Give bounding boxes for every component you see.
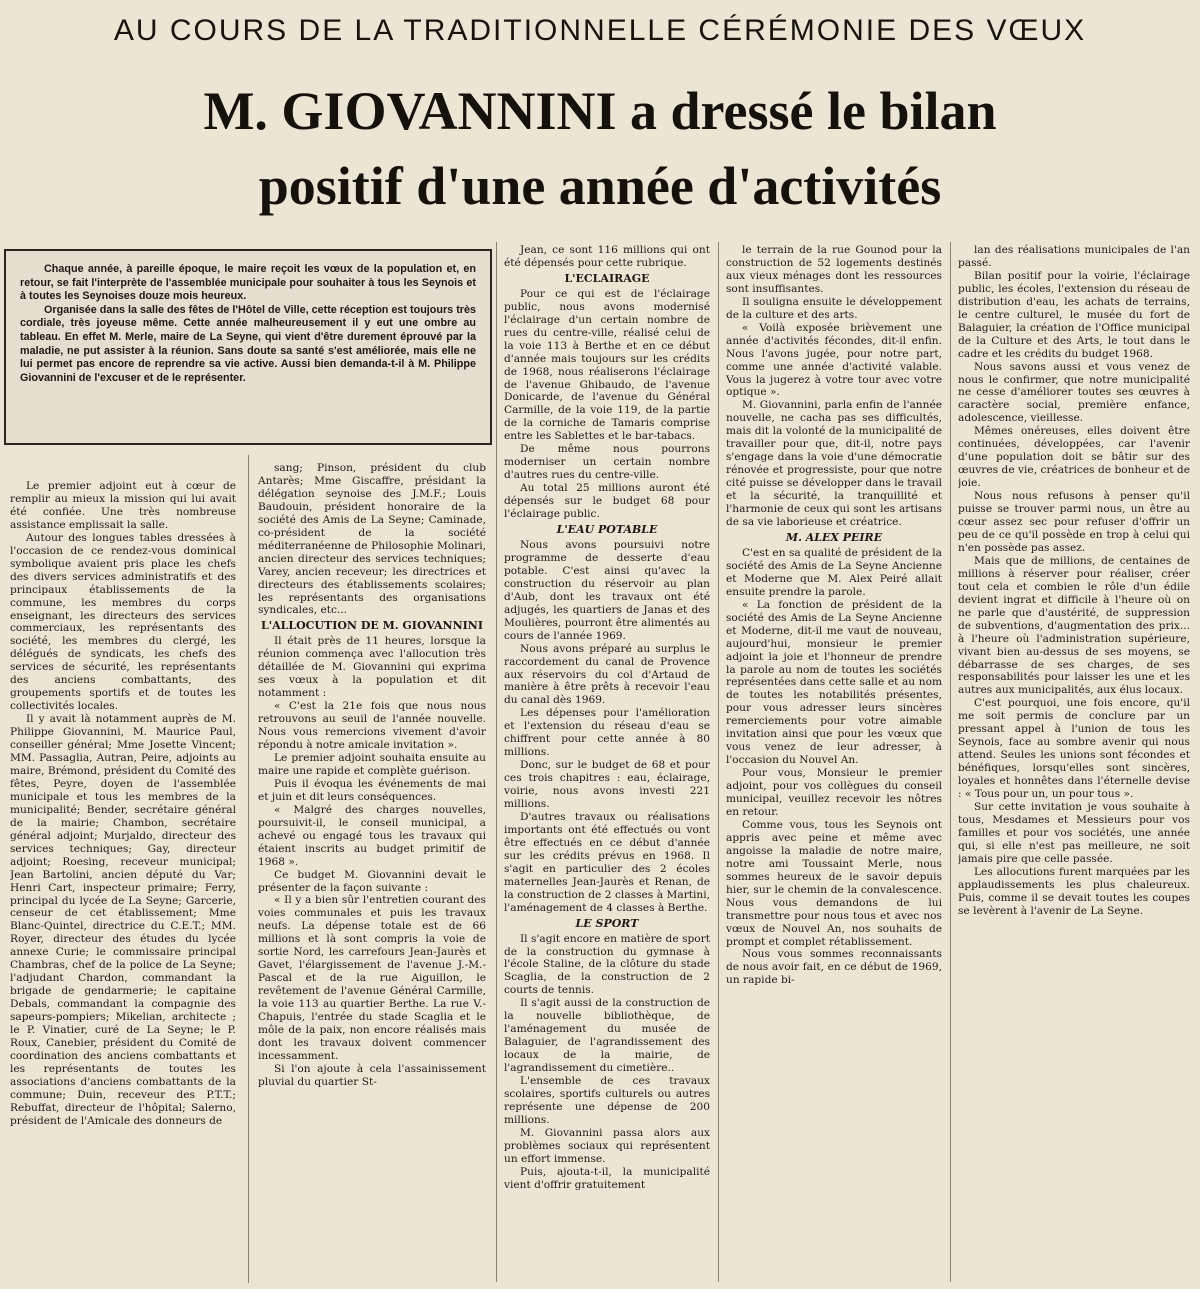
article-paragraph: Pour ce qui est de l'éclairage public, nous avons modernisé l'éclairage d'un certain nombre de rues du centre-ville, réalisé celui de la voie 113 à Berthe et en ce début d'année mais toujours sur les crédits de 1968, nous réaliserons l'éclairage de l'avenue Ghibaudo, de l'avenue Donicarde, de l'avenue du Général Carmille, de la voie 119, de la partie de la corniche de Tamaris comprise entre les Sablettes et le bar-tabacs. [504, 287, 710, 443]
article-paragraph: Autour des longues tables dressées à l'occasion de ce rendez-vous dominical symbolique avaient pris place les chefs des divers services administratifs et des principaux établissements de la commune, les membres du corps enseignant, les directeurs des services commerciaux, les représentants des société, les membres du clergé, les délégués de syndicats, les chefs des services de sécurité, les représentants des anciens combattants, des groupements sportifs et de toutes les collectivités locales. [10, 531, 236, 713]
article-paragraph: Nous nous refusons à penser qu'il puisse se trouver parmi nous, un être au cœur assez sec pour refuser d'offrir un peu de ce qu'il possède en trop à celui qui n'en possède pas assez. [958, 490, 1190, 554]
article-paragraph: le terrain de la rue Gounod pour la construction de 52 logements destinés aux vieux ménages dont les ressources sont insuffisantes. [726, 244, 942, 295]
article-paragraph: M. Giovannini passa alors aux problèmes sociaux qui représentent un effort immense. [504, 1126, 710, 1165]
article-paragraph: Comme vous, tous les Seynois ont appris avec peine et même avec angoisse la maladie de notre maire, notre ami Toussaint Merle, nous sommes heureux de le savoir depuis hier, sur le chemin de la convalescence. Nous vous demandons de lui transmettre pour nous tous et avec nos vœux de Nouvel An, nos souhaits de prompt et complet rétablissement. [726, 818, 942, 948]
column-2 [258, 462, 486, 1280]
article-paragraph: Mais que de millions, de centaines de millions à réserver pour réaliser, créer tout cela et combien le rôle d'un édile devient ingrat et difficile à l'heure où on ne parle que d'austérité, de suppression de subventions, d'augmentation des prix... à l'heure où l'administration supérieure, vivant bien au-dessus de ses moyens, se débarrasse de ses charges, de ses responsabilités pour laisser les une et les autres aux municipalités, aux élus locaux. [958, 554, 1190, 697]
article-paragraph: « Il y a bien sûr l'entretien courant des voies communales et puis les travaux neufs. La dépense totale est de 66 millions et là sont compris la voie de sortie Nord, les carrefours Jean-Jaurès et Gavet, l'élargissement de l'avenue J.-M.-Pascal et de la rue Aiguillon, le revêtement de l'avenue Général Carmille, la voie 113 au quartier Berthe. La rue V.-Chapuis, l'entrée du stade Scaglia et le môle de la paix, non encore réalisés mais dont les travaux doivent commencer incessamment. [258, 894, 486, 1062]
main-headline-line-2: positif d'une année d'activités [258, 156, 942, 216]
article-paragraph: Il y avait là notamment auprès de M. Philippe Giovannini, M. Maurice Paul, conseiller général; Mme Josette Vincent; MM. Passaglia, Autran, Peire, adjoints au maire, Brémond, président du Comité des fêtes, Peyre, doyen de l'assemblée municipale et tous les membres de la municipalité; Bender, secrétaire général de la mairie; Chambon, secrétaire général adjoint; Murjaldo, directeur des services techniques; Gay, directeur adjoint; Roesing, receveur municipal; Jean Bartolini, ancien député du Var; Henri Cart, inspecteur primaire; Ferry, principal du lycée de La Seyne; Garcerie, censeur de cet établissement; Mme Blanc-Quintel, directrice du C.E.T.; MM. Royer, directeur des études du lycée annexe Curie; le commissaire principal Chambras, chef de la police de La Seyne; l'adjudant Chardon, commandant la brigade de gendarmerie; le capitaine Debals, commandant la compagnie des sapeurs-pompiers; Mikelian, architecte ; le P. Vinatier, curé de La Seyne; le P. Roux, Canebier, président du Comité de coordination des anciens combattants et les représentants de toutes les associations d'anciens combattants de la commune; Duin, receveur des P.T.T.; Rebuffat, directeur de l'hôpital; Salerno, président de l'Amicale des donneurs de [10, 713, 236, 1127]
section-heading-eau-potable: L'EAU POTABLE [556, 523, 658, 537]
intro-paragraph: Chaque année, à pareille époque, le maire reçoit les vœux de la population et, en retour, se fait l'interprète de l'assemblée municipale pour souhaiter à tous les Seynois et à toutes les Seynoises douze mois heureux. [20, 263, 476, 303]
article-paragraph: Les allocutions furent marquées par les applaudissements les plus chaleureux. Puis, comme il se devait toutes les coupes se levèrent à l'avenir de La Seyne. [958, 865, 1190, 917]
column-4 [726, 244, 942, 1280]
article-paragraph: Si l'on ajoute à cela l'assainissement pluvial du quartier St- [258, 1062, 486, 1088]
article-paragraph: Le premier adjoint eut à cœur de remplir au mieux la mission qui lui avait été confiée. Une très nombreuse assistance emplissait la salle. [10, 480, 236, 531]
article-paragraph: « La fonction de président de la société des Amis de La Seyne Ancienne et Moderne, dit-il me vaut de nouveau, aujourd'hui, monsieur le premier adjoint la joie et l'honneur de prendre la parole au nom de toutes les sociétés représentées dans cette salle et au nom de toutes les notabilités présentes, pour vous adresser leurs sincères remerciements pour votre aimable invitation ainsi que pour les vœux que vous venez de leur adresser, à l'occasion du Nouvel An. [726, 598, 942, 767]
article-paragraph: sang; Pinson, président du club Antarès; Mme Giscaffre, présidant la délégation seynoise des J.M.F.; Louis Baudouin, président honoraire de la société des Amis de La Seyne; Caminade, co-président de la société méditerranéenne de Philosophie Molinari, ancien directeur des services techniques; Varey, ancien receveur; les directrices et directeurs des établissements scolaires; les représentants des organisations syndicales, etc... [258, 462, 486, 617]
column-5 [958, 244, 1190, 1280]
article-paragraph: L'ensemble de ces travaux scolaires, sportifs culturels ou autres représente une dépense de 200 millions. [504, 1075, 710, 1126]
article-paragraph: Puis il évoqua les événements de mai et juin et dit leurs conséquences. [258, 777, 486, 803]
article-paragraph: Il souligna ensuite le développement de la culture et des arts. [726, 295, 942, 321]
article-paragraph: C'est en sa qualité de président de la société des Amis de La Seyne Ancienne et Moderne que M. Alex Peiré allait ensuite prendre la parole. [726, 546, 942, 598]
article-paragraph: Au total 25 millions auront été dépensés sur le budget 68 pour l'éclairage public. [504, 482, 710, 521]
article-paragraph: Donc, sur le budget de 68 et pour ces trois chapitres : eau, éclairage, voirie, nous avons investi 221 millions. [504, 759, 710, 811]
article-paragraph: D'autres travaux ou réalisations importants ont été effectués ou vont être effectués en ce début d'année sur les crédits prévus en 1968. Il s'agit en particulier des 2 écoles maternelles Jean-Jaurès et Renan, de la construction de 2 classes à Martini, l'aménagement de 4 classes à Berthe. [504, 810, 710, 914]
article-paragraph: Jean, ce sont 116 millions qui ont été dépensés pour cette rubrique. [504, 244, 710, 269]
article-paragraph: Il s'agit aussi de la construction de la nouvelle bibliothèque, de l'aménagement du musée de Balaguier, de l'agrandissement des locaux de la mairie, de l'agrandissement du cimetière.. [504, 997, 710, 1075]
section-heading-alex-peire: M. ALEX PEIRE [785, 530, 883, 544]
column-rule [950, 242, 951, 1282]
article-paragraph: Nous avons préparé au surplus le raccordement du canal de Provence aux réservoirs du col d'Artaud de manière à être prêts à recevoir l'eau du canal dès 1969. [504, 642, 710, 707]
article-paragraph: Nous savons aussi et vous venez de nous le confirmer, que notre municipalité ne cesse d'améliorer toutes ses œuvres à caractère social, première enfance, adolescence, vieillesse. [958, 360, 1190, 425]
section-heading-eclairage: L'ECLAIRAGE [564, 271, 650, 285]
article-paragraph: Il s'agit encore en matière de sport de la construction du gymnase à l'école Staline, de la clôture du stade Scaglia, de la construction de 2 courts de tennis. [504, 932, 710, 997]
article-paragraph: Nous avons poursuivi notre programme de desserte d'eau potable. C'est ainsi qu'avec la construction du réservoir au plan d'Aub, dont les travaux ont été adjugés, les quartiers de Janas et des Moulières, pourront être alimentés au cours de l'année 1969. [504, 538, 710, 642]
article-paragraph: « C'est la 21e fois que nous nous retrouvons au seuil de l'année nouvelle. Nous vous remercions vivement d'avoir répondu à notre amicale invitation ». [258, 700, 486, 752]
article-paragraph: M. Giovannini, parla enfin de l'année nouvelle, ne cacha pas ses difficultés, mais dit la volonté de la municipalité de travailler pour que, dit-il, notre pays s'engage dans la voie d'une démocratie rénovée et progressiste, pour que notre cité puisse se développer dans le travail et la sécurité, la tranquillité et l'harmonie de ceux qui sont les artisans de sa vie laborieuse et créatrice. [726, 399, 942, 529]
column-rule [718, 242, 719, 1282]
article-paragraph: « Malgré des charges nouvelles, poursuivit-il, le conseil municipal, a achevé ou engagé tous les travaux qui étaient inscrits au budget primitif de 1968 ». [258, 803, 486, 868]
article-paragraph: Il était près de 11 heures, lorsque la réunion commença avec l'allocution très détaillée de M. Giovannini qui exprima ses vœux à la population et dit notamment : [258, 635, 486, 700]
article-paragraph: Pour vous, Monsieur le premier adjoint, pour vos collègues du conseil municipal, veuillez recevoir les nôtres en retour. [726, 767, 942, 818]
column-3 [504, 244, 710, 1280]
kicker-headline: AU COURS DE LA TRADITIONNELLE CÉRÉMONIE DES VŒUX [113, 14, 1087, 47]
article-paragraph: Le premier adjoint souhaita ensuite au maire une rapide et complète guérison. [258, 751, 486, 777]
article-paragraph: Ce budget M. Giovannini devait le présenter de la façon suivante : [258, 868, 486, 894]
column-rule [248, 455, 249, 1283]
intro-paragraph: Organisée dans la salle des fêtes de l'Hôtel de Ville, cette réception est toujours très cordiale, très joyeuse même. Cette année malheureusement il y eut une ombre au tableau. En effet M. Merle, maire de La Seyne, qui vient d'être durement éprouvé par la maladie, ne put assister à la réunion. Sans doute sa santé s'est améliorée, mais elle ne lui permet pas encore de reprendre sa vie active. Aussi bien demanda-t-il à M. Philippe Giovannini de l'excuser et de le représenter. [20, 303, 476, 384]
article-paragraph: C'est pourquoi, une fois encore, qu'il me soit permis de conclure par un pressant appel à l'union de tous les Seynois, face au sombre avenir qui nous attend. Seules les unions sont fécondes et bénéfiques, lorsqu'elles sont sincères, loyales et honnêtes dans l'éternelle devise : « Tous pour un, un pour tous ». [958, 697, 1190, 801]
section-heading-sport: LE SPORT [575, 916, 639, 930]
article-paragraph: lan des réalisations municipales de l'an passé. [958, 244, 1190, 269]
article-paragraph: « Voilà exposée brièvement une année d'activités fécondes, dit-il enfin. Nous l'avons jugée, pour notre part, comme une année d'activité valable. Vous la jugerez à votre tour avec votre optique ». [726, 321, 942, 399]
article-paragraph: De même nous pourrons moderniser un certain nombre d'autres rues du centre-ville. [504, 443, 710, 482]
section-heading-allocution: L'ALLOCUTION DE M. GIOVANNINI [260, 619, 484, 633]
article-paragraph: Puis, ajouta-t-il, la municipalité vient d'offrir gratuitement [504, 1165, 710, 1191]
article-paragraph: Les dépenses pour l'amélioration et l'extension du réseau d'eau se chiffrent pour cette année à 80 millions. [504, 707, 710, 759]
main-headline-line-1: M. GIOVANNINI a dressé le bilan [203, 81, 997, 141]
article-paragraph: Bilan positif pour la voirie, l'éclairage public, les écoles, l'extension du réseau de distribution d'eau, les achats de terrains, le centre culturel, le musée du fort de Balaguier, la création de l'Office municipal de la Culture et des Arts, le tout dans le cadre et les crédits du budget 1968. [958, 269, 1190, 360]
column-1 [10, 480, 236, 1280]
article-paragraph: Nous vous sommes reconnaissants de nous avoir fait, en ce début de 1969, un rapide bi- [726, 948, 942, 987]
intro-box [4, 249, 492, 445]
column-rule [496, 242, 497, 1282]
article-paragraph: Sur cette invitation je vous souhaite à tous, Mesdames et Messieurs pour vos familles et pour vos sociétés, une année qui, si elle n'est pas meilleure, ne soit jamais pire que celle passée. [958, 800, 1190, 865]
article-paragraph: Mêmes onéreuses, elles doivent être continuées, développées, car l'avenir d'une population doit se bâtir sur des œuvres de vie, créatrices de bonheur et de joie. [958, 425, 1190, 490]
